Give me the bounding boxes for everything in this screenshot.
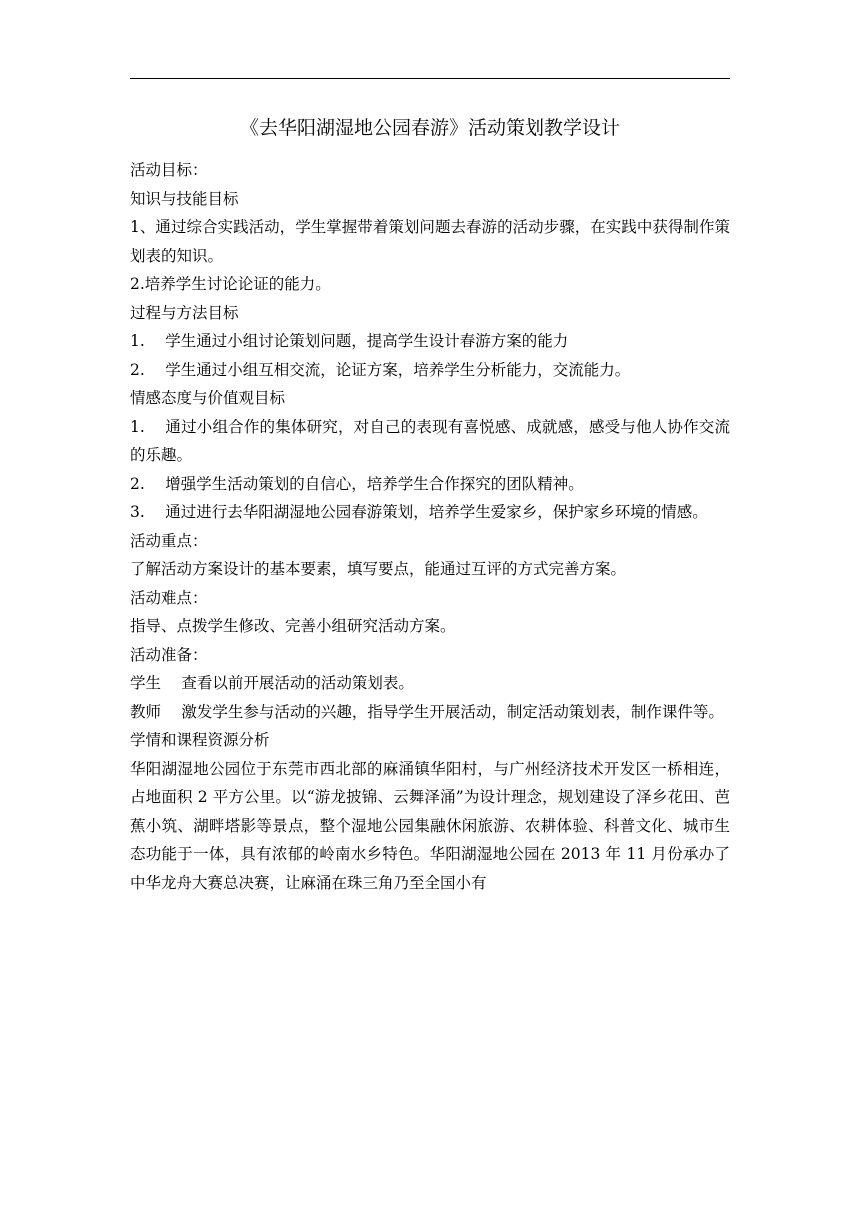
knowledge-item-1: 1、通过综合实践活动，学生掌握带着策划问题去春游的活动步骤，在实践中获得制作策划表的知识。 [130, 218, 730, 265]
emotion-item-2: 2. 增强学生活动策划的自信心，培养学生合作探究的团队精神。 [130, 474, 584, 493]
header-rule [130, 78, 730, 79]
heading-preparation: 活动准备： [130, 645, 208, 664]
analysis-text: 华阳湖湿地公园位于东莞市西北部的麻涌镇华阳村，与广州经济技术开发区一桥相连，占地面积 2 平方公里。以“游龙披锦、云舞泽涌”为设计理念，规划建设了泽乡花田、芭蕉小筑、湖畔塔影等景点，整个湿地公园集融休闲旅游、农耕体验、科普文化、城市生态功能于一体，具有浓郁的岭南水乡特色。华阳湖湿地公园在 2013 年 11 月份承办了中华龙舟大赛总决赛，让麻涌在珠三角乃至全国小有 [130, 759, 730, 892]
heading-difficulties: 活动难点： [130, 588, 208, 607]
heading-objectives: 活动目标： [130, 161, 208, 179]
page-title: 《去华阳湖湿地公园春游》活动策划教学设计 [239, 117, 620, 139]
heading-emotion-values: 情感态度与价值观目标 [130, 389, 286, 407]
knowledge-item-2: 2.培养学生讨论论证的能力。 [130, 275, 331, 293]
preparation-teacher: 教师 激发学生参与活动的兴趣，指导学生开展活动，制定活动策划表，制作课件等。 [130, 702, 724, 721]
emotion-item-1: 1. 通过小组合作的集体研究，对自己的表现有喜悦感、成就感，感受与他人协作交流的乐趣。 [130, 417, 730, 464]
heading-process-method: 过程与方法目标 [130, 303, 239, 322]
process-item-2: 2. 学生通过小组互相交流，论证方案，培养学生分析能力，交流能力。 [130, 360, 631, 379]
key-points-text: 了解活动方案设计的基本要素，填写要点，能通过互评的方式完善方案。 [130, 560, 627, 578]
preparation-student: 学生 查看以前开展活动的活动策划表。 [130, 674, 414, 692]
process-item-1: 1. 学生通过小组讨论策划问题，提高学生设计春游方案的能力 [130, 332, 569, 350]
document-body [130, 156, 730, 897]
heading-knowledge-skills: 知识与技能目标 [130, 189, 239, 208]
emotion-item-3: 3. 通过进行去华阳湖湿地公园春游策划，培养学生爱家乡，保护家乡环境的情感。 [130, 503, 708, 521]
heading-analysis: 学情和课程资源分析 [130, 731, 270, 749]
heading-key-points: 活动重点： [130, 531, 208, 550]
difficulties-text: 指导、点拨学生修改、完善小组研究活动方案。 [130, 617, 456, 635]
